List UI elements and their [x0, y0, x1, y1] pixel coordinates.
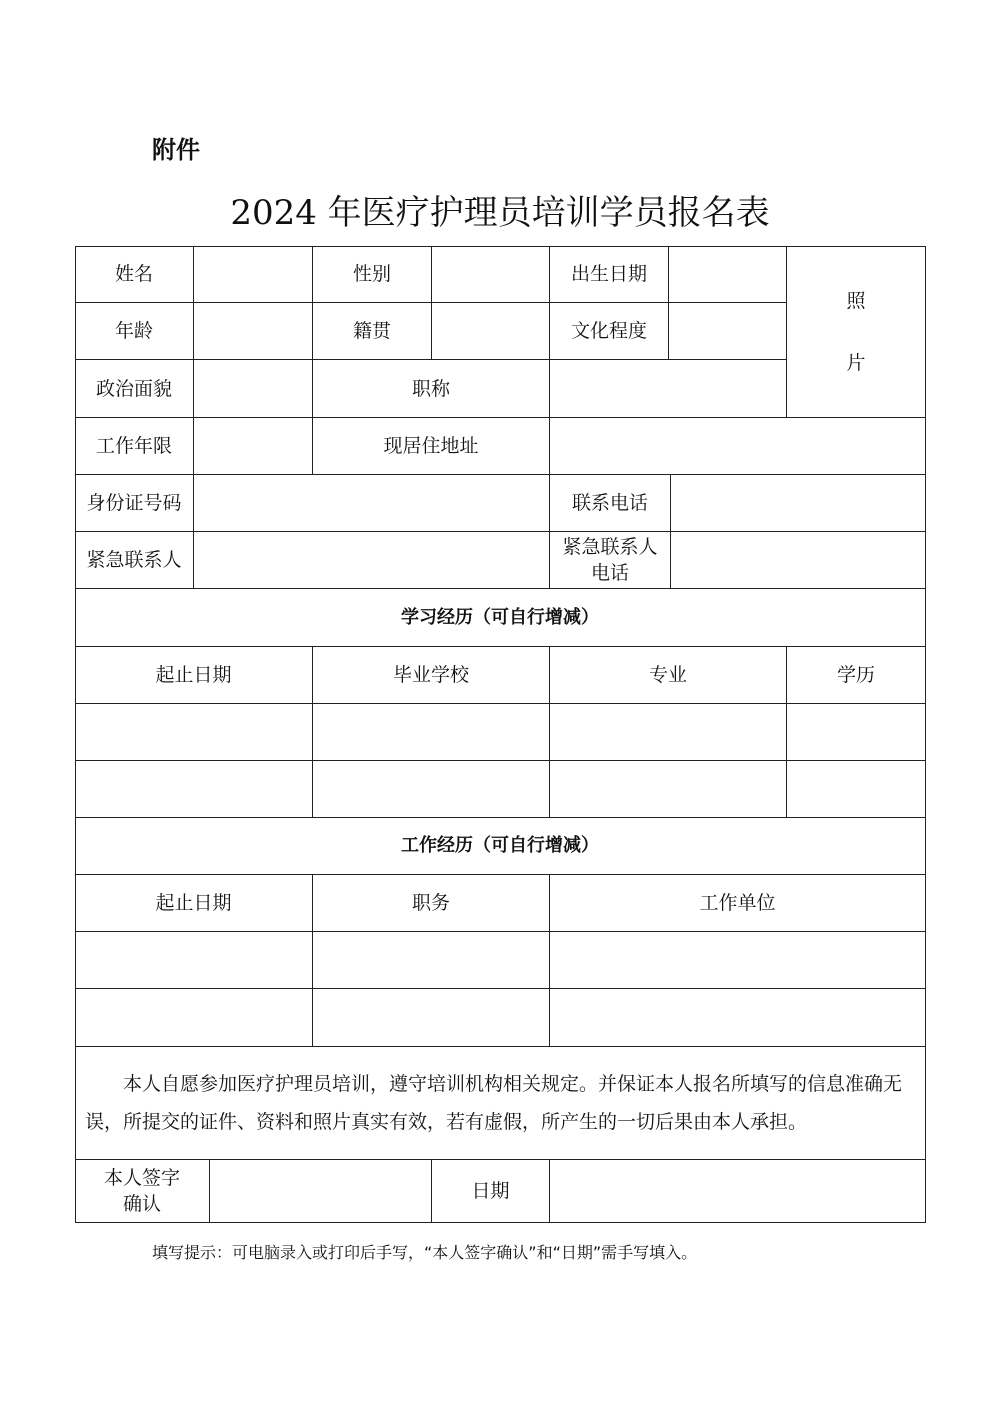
- study-col-degree: 学历: [787, 647, 926, 704]
- work-row-2-position[interactable]: [313, 989, 550, 1047]
- current-address-label: 现居住地址: [313, 418, 550, 475]
- study-row-1-degree[interactable]: [787, 704, 926, 761]
- work-row-1-employer[interactable]: [550, 932, 926, 989]
- date-input[interactable]: [550, 1160, 926, 1223]
- native-place-label: 籍贯: [313, 303, 432, 360]
- gender-label: 性别: [313, 246, 432, 303]
- native-place-input[interactable]: [432, 303, 550, 360]
- job-title-input[interactable]: [550, 360, 787, 418]
- work-row-2-dates[interactable]: [75, 989, 313, 1047]
- study-col-school: 毕业学校: [313, 647, 550, 704]
- study-row-2-school[interactable]: [313, 761, 550, 818]
- study-col-dates: 起止日期: [75, 647, 313, 704]
- id-number-input[interactable]: [194, 475, 550, 532]
- study-section-title: 学习经历（可自行增减）: [75, 589, 926, 647]
- declaration-cell: [75, 1047, 926, 1160]
- work-section-title: 工作经历（可自行增减）: [75, 818, 926, 875]
- date-label: 日期: [432, 1160, 550, 1223]
- study-col-major: 专业: [550, 647, 787, 704]
- form-title: 2024 年医疗护理员培训学员报名表: [230, 193, 770, 233]
- study-row-1-major[interactable]: [550, 704, 787, 761]
- declaration-text: 本人自愿参加医疗护理员培训，遵守培训机构相关规定。并保证本人报名所填写的信息准确无误，所提交的证件、资料和照片真实有效，若有虚假，所产生的一切后果由本人承担。: [85, 1073, 903, 1133]
- work-row-1-position[interactable]: [313, 932, 550, 989]
- work-row-2-employer[interactable]: [550, 989, 926, 1047]
- study-row-1-school[interactable]: [313, 704, 550, 761]
- study-row-1-dates[interactable]: [75, 704, 313, 761]
- political-status-input[interactable]: [194, 360, 313, 418]
- birth-date-input[interactable]: [669, 246, 787, 303]
- political-status-label: 政治面貌: [75, 360, 194, 418]
- age-label: 年龄: [75, 303, 194, 360]
- current-address-input[interactable]: [550, 418, 926, 475]
- age-input[interactable]: [194, 303, 313, 360]
- photo-label-2: 片: [846, 351, 866, 374]
- study-row-2-major[interactable]: [550, 761, 787, 818]
- emergency-phone-label: 紧急联系人电话: [550, 532, 671, 589]
- study-row-2-degree[interactable]: [787, 761, 926, 818]
- work-col-position: 职务: [313, 875, 550, 932]
- emergency-phone-input[interactable]: [671, 532, 926, 589]
- signature-label: 本人签字确认: [75, 1160, 210, 1223]
- phone-label: 联系电话: [550, 475, 671, 532]
- work-row-1-dates[interactable]: [75, 932, 313, 989]
- gender-input[interactable]: [432, 246, 550, 303]
- education-level-label: 文化程度: [550, 303, 669, 360]
- work-years-label: 工作年限: [75, 418, 194, 475]
- emergency-contact-label: 紧急联系人: [75, 532, 194, 589]
- study-row-2-dates[interactable]: [75, 761, 313, 818]
- registration-form-table: [75, 246, 926, 1223]
- id-number-label: 身份证号码: [75, 475, 194, 532]
- work-col-dates: 起止日期: [75, 875, 313, 932]
- signature-input[interactable]: [210, 1160, 432, 1223]
- phone-input[interactable]: [671, 475, 926, 532]
- work-years-input[interactable]: [194, 418, 313, 475]
- birth-date-label: 出生日期: [550, 246, 669, 303]
- photo-label-1: 照: [846, 289, 866, 312]
- emergency-contact-input[interactable]: [194, 532, 550, 589]
- attachment-label: 附件: [152, 136, 200, 164]
- name-input[interactable]: [194, 246, 313, 303]
- job-title-label: 职称: [313, 360, 550, 418]
- work-col-employer: 工作单位: [550, 875, 926, 932]
- name-label: 姓名: [75, 246, 194, 303]
- education-level-input[interactable]: [669, 303, 787, 360]
- footer-note: 填写提示：可电脑录入或打印后手写，“本人签字确认”和“日期”需手写填入。: [152, 1243, 698, 1262]
- photo-box[interactable]: [787, 246, 926, 418]
